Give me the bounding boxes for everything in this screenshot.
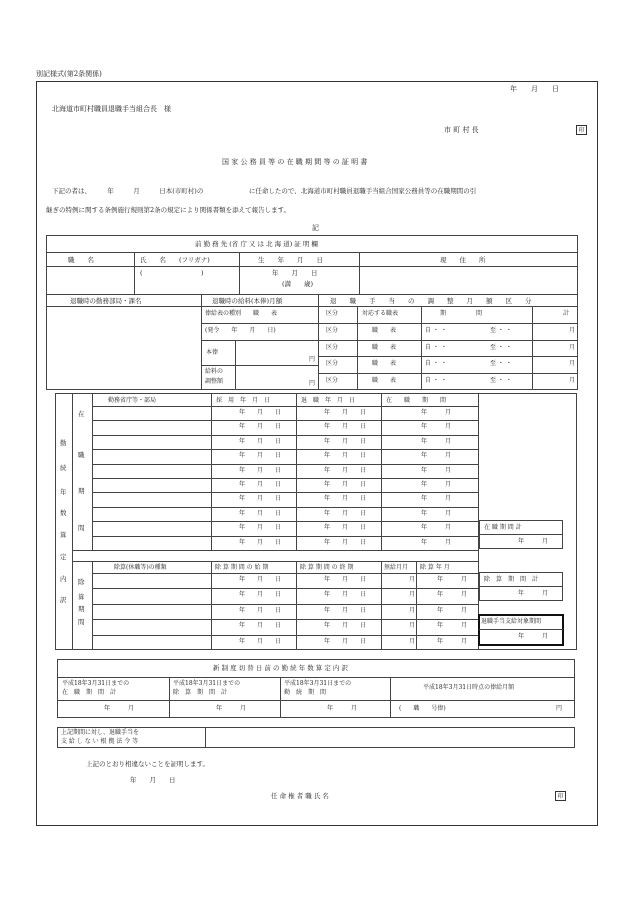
adjust-kubun: 区分 (326, 377, 339, 384)
service-row-line (92, 435, 478, 436)
jo-start-cell: 年 月 日 (239, 622, 282, 630)
newsys-c4: 平成18年3月31日時点の俸給月額 (423, 684, 515, 691)
adjust-shokuhyo: 職 表 (372, 344, 397, 351)
period-cell: 年 月 (421, 509, 452, 517)
mukyu-cell: 月 (409, 576, 416, 583)
adjust-to: 至 ・ ・ (490, 327, 512, 334)
age: (満 歳) (282, 280, 314, 288)
law-label-2: 支 給 し な い 根 拠 法 令 等 (61, 738, 139, 745)
mukyu-cell: 月 (409, 606, 416, 614)
mukyu-cell: 月 (409, 591, 416, 599)
hire-date-cell: 年 月 日 (239, 524, 282, 532)
newsys-c1-2: 在 職 期 間 計 (62, 689, 117, 696)
jo-end-cell: 年 月 日 (324, 606, 367, 614)
jo-total-value: 年 月 (518, 590, 549, 597)
pay-type: 俸給表の種別 職 表 (205, 310, 278, 317)
certify-text: 上記のとおり相違ないことを証明します。 (86, 760, 209, 768)
adjust-from: 自 ・ ・ (425, 377, 447, 384)
side-label-char: 年 (60, 488, 67, 496)
adjust-to: 至 ・ ・ (490, 377, 512, 384)
service-row-line (92, 507, 478, 508)
retire-date-cell: 年 月 日 (324, 409, 367, 416)
jo-ym-cell: 年 月 (437, 606, 468, 614)
zai-label-char: 在 (78, 410, 85, 418)
appointer-label: 任 命 権 者 職 氏 名 (271, 792, 329, 800)
service-row-line (92, 406, 478, 407)
jo-ym: 除 算 年 月 (420, 564, 450, 571)
service-row-line (92, 464, 478, 465)
hire-date-cell: 年 月 日 (239, 437, 282, 445)
furigana-paren: ( ) (140, 269, 204, 277)
jo-start-cell: 年 月 日 (239, 591, 282, 599)
hire-date-cell: 年 月 日 (239, 423, 282, 431)
side-label-char: 勤 (60, 439, 67, 447)
jo-end-cell: 年 月 日 (324, 576, 367, 583)
address-label: 現 住 所 (440, 256, 486, 264)
service-row-line (92, 478, 478, 479)
service-row-line (92, 420, 478, 421)
jo-end-cell: 年 月 日 (324, 622, 367, 630)
service-row-line (92, 449, 478, 450)
newsys-v3: 年 月 (327, 705, 358, 712)
law-label-1: 上記期間に対し、退職手当を (61, 729, 140, 736)
adjust-from: 自 ・ ・ (425, 344, 447, 351)
form-label: 別記様式(第2条関係) (36, 70, 102, 78)
adjust-from: 自 ・ ・ (425, 360, 447, 367)
col-dept: 勤務省庁等・部局 (108, 397, 157, 404)
col-retire: 退 職 年 月 日 (301, 397, 356, 404)
mayor-seal: 印 (576, 125, 587, 135)
retire-date-cell: 年 月 日 (324, 481, 367, 488)
retire-date-cell: 年 月 日 (324, 495, 367, 503)
body-line-2: 継ぎの特例に関する条例施行規則第2条の規定により関係書類を添えて報告します。 (46, 206, 291, 214)
jo-start-cell: 年 月 日 (239, 606, 282, 614)
period-cell: 年 月 (421, 481, 452, 488)
appointer-seal: 印 (555, 791, 566, 801)
adjust-kubun: 区分 (326, 344, 339, 351)
name-label: 氏 名 (フリガナ) (140, 256, 210, 264)
jo-end-cell: 年 月 日 (324, 637, 367, 645)
jo-row-line (92, 588, 478, 589)
honbo-yen: 円 (309, 356, 316, 363)
body-line-1: 下記の者は、 年 月 日本(市町村)の に任命したので、北海道市町村職員退職手当組合国家公務員等の在職期間の引 (52, 187, 477, 195)
zai-label-char: 間 (78, 524, 85, 532)
newsys-yen: 円 (556, 705, 563, 712)
taishoku-target-value: 年 月 (518, 633, 549, 640)
side-label-char: 内 (60, 575, 67, 583)
zai-total-value: 年 月 (518, 538, 549, 545)
adjust-month: 月 (569, 327, 576, 334)
adjust-to: 至 ・ ・ (490, 344, 512, 351)
col-hire: 採 用 年 月 日 (216, 397, 271, 404)
newsys-grade: ( 職 号俸) (399, 705, 446, 712)
adjust-month: 月 (569, 360, 576, 367)
jo-ym-cell: 年 月 (437, 622, 468, 630)
adjust-kubun: 区分 (326, 327, 339, 334)
jo-row-line (92, 635, 478, 636)
adjust-from: 自 ・ ・ (425, 327, 447, 334)
service-row-line (92, 521, 478, 522)
newsys-c3-1: 平成18年3月31日までの (284, 680, 352, 687)
zai-total-label: 在 職 期 間 計 (484, 524, 522, 531)
hire-date-cell: 年 月 日 (239, 495, 282, 503)
newsys-c3-2: 勤 続 期 間 (284, 689, 327, 696)
jo-label-char: 期 (78, 605, 85, 613)
newsys-v1: 年 月 (104, 705, 135, 712)
retire-date-cell: 年 月 日 (324, 538, 367, 546)
retire-date-cell: 年 月 日 (324, 423, 367, 431)
adjust-month: 月 (569, 377, 576, 384)
kikan-header: 期 間 (440, 310, 483, 317)
prev-title: 前 勤 務 先 (省 庁 又 は 北 海 道) 証 明 欄 (195, 240, 318, 248)
jo-label-char: 除 (78, 578, 85, 586)
kubun-header: 区分 (326, 310, 339, 317)
service-row-line (92, 536, 478, 537)
kyuyo-yen: 円 (309, 380, 316, 387)
doc-title: 国 家 公 務 員 等 の 在 職 期 間 等 の 証 明 書 (222, 158, 368, 166)
hire-date-cell: 年 月 日 (239, 452, 282, 460)
newsys-v2: 年 月 (216, 705, 247, 712)
side-label-char: 続 (60, 464, 67, 472)
issued-date: (発令 年 月 日) (205, 327, 276, 334)
taiou-header: 対応する職表 (362, 310, 399, 317)
addressee: 北海道市町村職員退職手当組合長 様 (52, 105, 171, 113)
jo-start: 除 算 期 間 の 始 期 (215, 564, 269, 571)
side-label-char: 算 (60, 531, 67, 539)
period-cell: 年 月 (421, 423, 452, 431)
hire-date-cell: 年 月 日 (239, 409, 282, 416)
newsys-c1-1: 平成18年3月31日までの (62, 680, 130, 687)
newsys-title: 新 制 度 切 替 日 前 の 勤 続 年 数 算 定 内 訳 (213, 664, 348, 672)
mukyu-cell: 月 (409, 637, 416, 645)
jo-start-cell: 年 月 日 (239, 637, 282, 645)
side-label-char: 数 (60, 509, 67, 517)
jo-row-line (92, 573, 478, 574)
mayor-label: 市 町 村 長 (444, 126, 479, 134)
hire-date-cell: 年 月 日 (239, 538, 282, 546)
jo-ym-cell: 年 月 (437, 576, 468, 583)
kyuyo-label-2: 調整額 (205, 378, 224, 385)
ki-label: 記 (312, 224, 319, 232)
jo-type: 除算(休職等)の種類 (114, 564, 167, 571)
period-cell: 年 月 (421, 495, 452, 503)
header-date: 年 月 日 (510, 85, 559, 93)
adjust-kubun: 区分 (326, 360, 339, 367)
jo-label-char: 算 (78, 593, 85, 601)
zai-label-char: 期 (78, 487, 85, 495)
retire-dept-label: 退職時の勤務部局・課名 (70, 297, 142, 305)
jo-end: 除 算 期 間 の 終 期 (300, 564, 354, 571)
adjust-to: 至 ・ ・ (490, 360, 512, 367)
jo-label-char: 間 (78, 618, 85, 626)
jo-total-label: 除 算 期 間 計 (484, 576, 539, 583)
hire-date-cell: 年 月 日 (239, 481, 282, 488)
side-label-char: 定 (60, 553, 67, 561)
jo-row-line (92, 604, 478, 605)
mukyu-cell: 月 (409, 622, 416, 630)
adjust-title: 退 職 手 当 の 調 整 月 額 区 分 (330, 297, 532, 305)
retire-date-cell: 年 月 日 (324, 509, 367, 517)
jo-row-line (92, 619, 478, 620)
jo-end-cell: 年 月 日 (324, 591, 367, 599)
period-cell: 年 月 (421, 452, 452, 460)
col-period: 在 職 期 間 (386, 397, 447, 404)
service-row-line (92, 492, 478, 493)
retire-date-cell: 年 月 日 (324, 452, 367, 460)
birth-label: 生 年 月 日 (258, 256, 323, 264)
taishoku-target-label: 退職手当支給対象期間 (481, 618, 542, 625)
retire-date-cell: 年 月 日 (324, 466, 367, 474)
kei-header: 計 (563, 310, 570, 317)
mukyu: 無給月月 (384, 564, 409, 571)
side-label-char: 訳 (60, 596, 67, 604)
adjust-shokuhyo: 職 表 (372, 377, 397, 384)
period-cell: 年 月 (421, 409, 452, 416)
adjust-shokuhyo: 職 表 (372, 360, 397, 367)
footer-date: 年 月 日 (130, 776, 176, 784)
period-cell: 年 月 (421, 538, 452, 546)
hire-date-cell: 年 月 日 (239, 466, 282, 474)
retire-date-cell: 年 月 日 (324, 437, 367, 445)
period-cell: 年 月 (421, 466, 452, 474)
newsys-c2-1: 平成18年3月31日までの (173, 680, 241, 687)
honbo-label: 本俸 (206, 349, 219, 356)
jo-ym-cell: 年 月 (437, 637, 468, 645)
period-cell: 年 月 (421, 524, 452, 532)
newsys-c2-2: 除 算 期 間 計 (173, 689, 228, 696)
job-label: 職 名 (68, 256, 94, 264)
jo-start-cell: 年 月 日 (239, 576, 282, 583)
adjust-shokuhyo: 職 表 (372, 327, 397, 334)
adjust-month: 月 (569, 344, 576, 351)
hire-date-cell: 年 月 日 (239, 509, 282, 517)
zai-label-char: 職 (78, 451, 85, 459)
period-cell: 年 月 (421, 437, 452, 445)
kyuyo-label-1: 給料の (205, 368, 224, 375)
birth-date: 年 月 日 (272, 269, 318, 277)
jo-ym-cell: 年 月 (437, 591, 468, 599)
retire-salary-label: 退職時の給料(本俸)月額 (212, 297, 283, 305)
retire-date-cell: 年 月 日 (324, 524, 367, 532)
